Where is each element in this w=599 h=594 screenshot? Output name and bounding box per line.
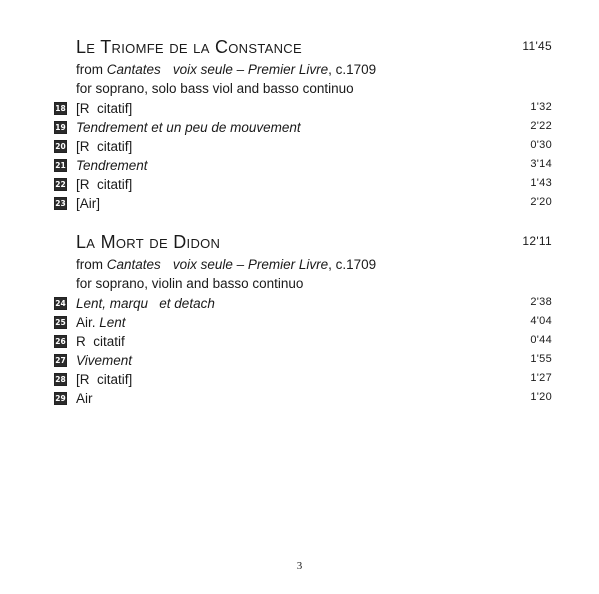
track-duration: 1'20 — [530, 391, 552, 403]
track-number-badge: 25 — [55, 318, 66, 327]
track-list — [52, 294, 552, 408]
source-cantates: Cantates — [106, 257, 161, 272]
track-title: [R citatif] — [76, 177, 133, 192]
work-triomfe — [52, 36, 552, 213]
work-scoring: for soprano, violin and basso continuo — [76, 276, 304, 291]
track-duration: 1'43 — [530, 177, 552, 189]
source-year: , c.1709 — [328, 257, 377, 272]
track-duration: 2'20 — [530, 196, 552, 208]
source-livre: voix seule – Premier Livre — [172, 62, 329, 77]
source-livre: voix seule – Premier Livre — [172, 257, 329, 272]
work-source — [76, 60, 552, 79]
track-title: Air — [76, 391, 93, 406]
track-title: Tendrement — [76, 158, 148, 173]
source-cantates: Cantates — [106, 62, 161, 77]
track-row — [52, 194, 552, 213]
track-row — [52, 370, 552, 389]
work-total-duration: 11'45 — [522, 39, 552, 53]
track-title: R citatif — [76, 334, 125, 349]
source-prefix: from — [76, 62, 107, 77]
track-duration: 0'44 — [530, 334, 552, 346]
track-duration: 3'14 — [530, 158, 552, 170]
track-number-badge: 27 — [55, 356, 66, 365]
track-title: [R citatif] — [76, 101, 133, 116]
work-header — [52, 231, 552, 255]
work-header — [52, 36, 552, 60]
track-duration: 1'32 — [530, 101, 552, 113]
track-number-badge: 21 — [55, 161, 66, 170]
track-row — [52, 137, 552, 156]
track-row — [52, 118, 552, 137]
work-scoring: for soprano, solo bass viol and basso continuo — [76, 81, 354, 96]
track-list — [52, 99, 552, 213]
track-number-badge: 26 — [55, 337, 66, 346]
track-title: Lent, marqu et detach — [76, 296, 215, 311]
track-duration: 2'22 — [530, 120, 552, 132]
source-prefix: from — [76, 257, 107, 272]
track-number-badge: 29 — [55, 394, 66, 403]
track-title: Air. Lent — [76, 315, 126, 330]
work-source — [76, 255, 552, 274]
track-duration: 0'30 — [530, 139, 552, 151]
track-duration: 1'27 — [530, 372, 552, 384]
work-title: Le Triomfe de la Constance — [76, 37, 302, 57]
track-row — [52, 294, 552, 313]
track-title: Vivement — [76, 353, 133, 368]
work-didon — [52, 231, 552, 408]
track-title: [Air] — [76, 196, 101, 211]
track-row — [52, 313, 552, 332]
work-total-duration: 12'11 — [522, 234, 552, 248]
track-title: [R citatif] — [76, 372, 133, 387]
track-row — [52, 175, 552, 194]
page-number: 3 — [296, 560, 303, 572]
track-row — [52, 156, 552, 175]
track-row — [52, 332, 552, 351]
track-row — [52, 351, 552, 370]
track-row — [52, 389, 552, 408]
track-number-badge: 28 — [55, 375, 66, 384]
track-row — [52, 99, 552, 118]
track-title: Tendrement et un peu de mouvement — [76, 120, 301, 135]
track-number-badge: 20 — [55, 142, 66, 151]
track-number-badge: 23 — [55, 199, 66, 208]
track-duration: 2'38 — [530, 296, 552, 308]
track-number-badge: 18 — [55, 104, 66, 113]
track-number-badge: 19 — [55, 123, 66, 132]
track-duration: 1'55 — [530, 353, 552, 365]
source-year: , c.1709 — [328, 62, 377, 77]
work-title: La Mort de Didon — [76, 232, 221, 252]
track-title: [R citatif] — [76, 139, 133, 154]
track-number-badge: 22 — [55, 180, 66, 189]
track-duration: 4'04 — [530, 315, 552, 327]
track-number-badge: 24 — [55, 299, 66, 308]
